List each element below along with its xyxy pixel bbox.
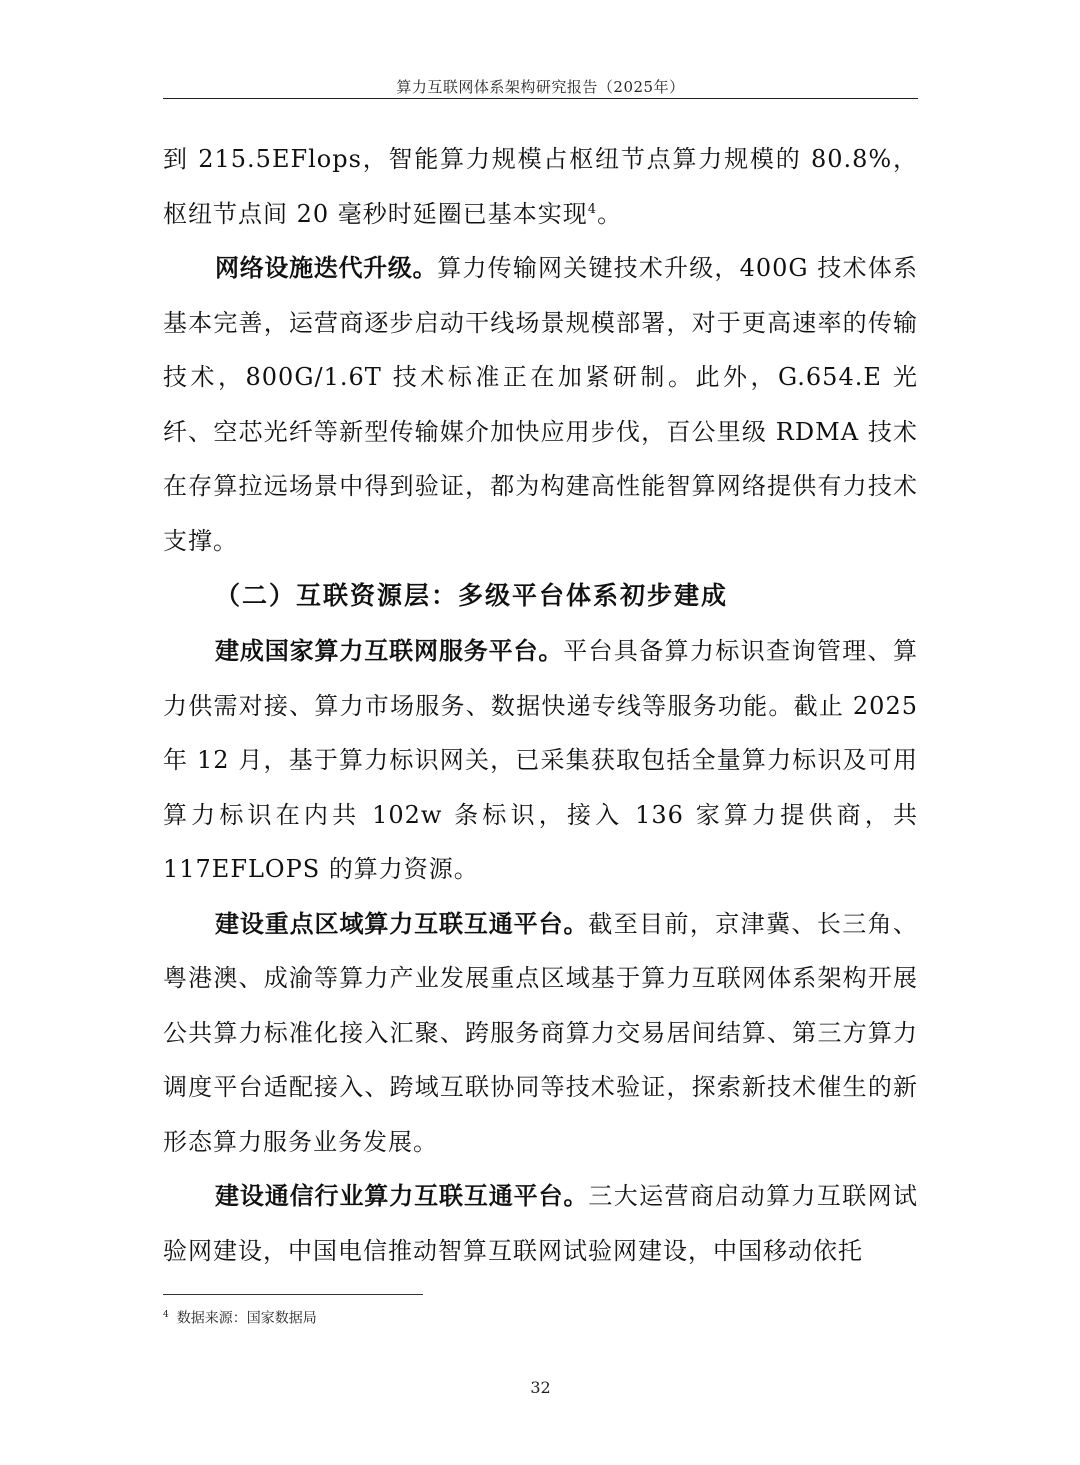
header-divider [163,98,918,99]
paragraph-lead-heading: 建设通信行业算力互联互通平台。 [215,1182,589,1210]
paragraph-national-platform [163,624,918,897]
paragraph-regional-platform [163,897,918,1170]
footnote-text: 数据来源：国家数据局 [176,1310,317,1327]
paragraph-text: 三大运营商启动算力互联网试验网建设，中国电信推动智算互联网试验网建设，中国移动依托 [163,1182,919,1265]
paragraph-network-upgrade [163,241,918,568]
section-heading: （二）互联资源层：多级平台体系初步建成 [215,581,729,610]
paragraph-text-end: 。 [597,199,623,228]
footnote-marker: 4 [163,1310,169,1320]
paragraph-telecom-platform [163,1169,918,1278]
body-text [163,132,918,1278]
paragraph-text: 截至目前，京津冀、长三角、粤港澳、成渝等算力产业发展重点区域基于算力互联网体系架构开展公共算力标准化接入汇聚、跨服务商算力交易居间结算、第三方算力调度平台适配接入、跨域互联协同等技术验证，探索新技术催生的新形态算力服务业务发展。 [163,909,919,1156]
paragraph-text: 平台具备算力标识查询管理、算力供需对接、算力市场服务、数据快递专线等服务功能。截止 2025 年 12 月，基于算力标识网关，已采集获取包括全量算力标识及可用算力标识在内共 102w 条标识，接入 136 家算力提供商，共 117EFLOPS 的算力资源。 [163,637,919,883]
page-number: 32 [530,1378,551,1397]
footnote [163,1305,918,1329]
paragraph-text: 算力传输网关键技术升级，400G 技术体系基本完善，运营商逐步启动干线场景规模部署，对于更高速率的传输技术，800G/1.6T 技术标准正在加紧研制。此外，G.654.E 光纤、空芯光纤等新型传输媒介加快应用步伐，百公里级 RDMA 技术在存算拉远场景中得到验证，都为构建高性能智算网络提供有力技术支撑。 [163,254,919,555]
footnote-divider [163,1294,423,1295]
paragraph-text: 到 215.5EFlops，智能算力规模占枢纽节点算力规模的 80.8%，枢纽节点间 20 毫秒时延圈已基本实现 [163,145,918,228]
paragraph-lead-heading: 建成国家算力互联网服务平台。 [215,637,564,665]
paragraph-lead-heading: 建设重点区域算力互联互通平台。 [215,909,589,938]
page-header-title: 算力互联网体系架构研究报告（2025年） [396,78,685,96]
footnote-reference[interactable]: 4 [587,201,598,217]
paragraph-lead-heading: 网络设施迭代升级。 [215,254,438,282]
paragraph-continuation [163,132,918,241]
